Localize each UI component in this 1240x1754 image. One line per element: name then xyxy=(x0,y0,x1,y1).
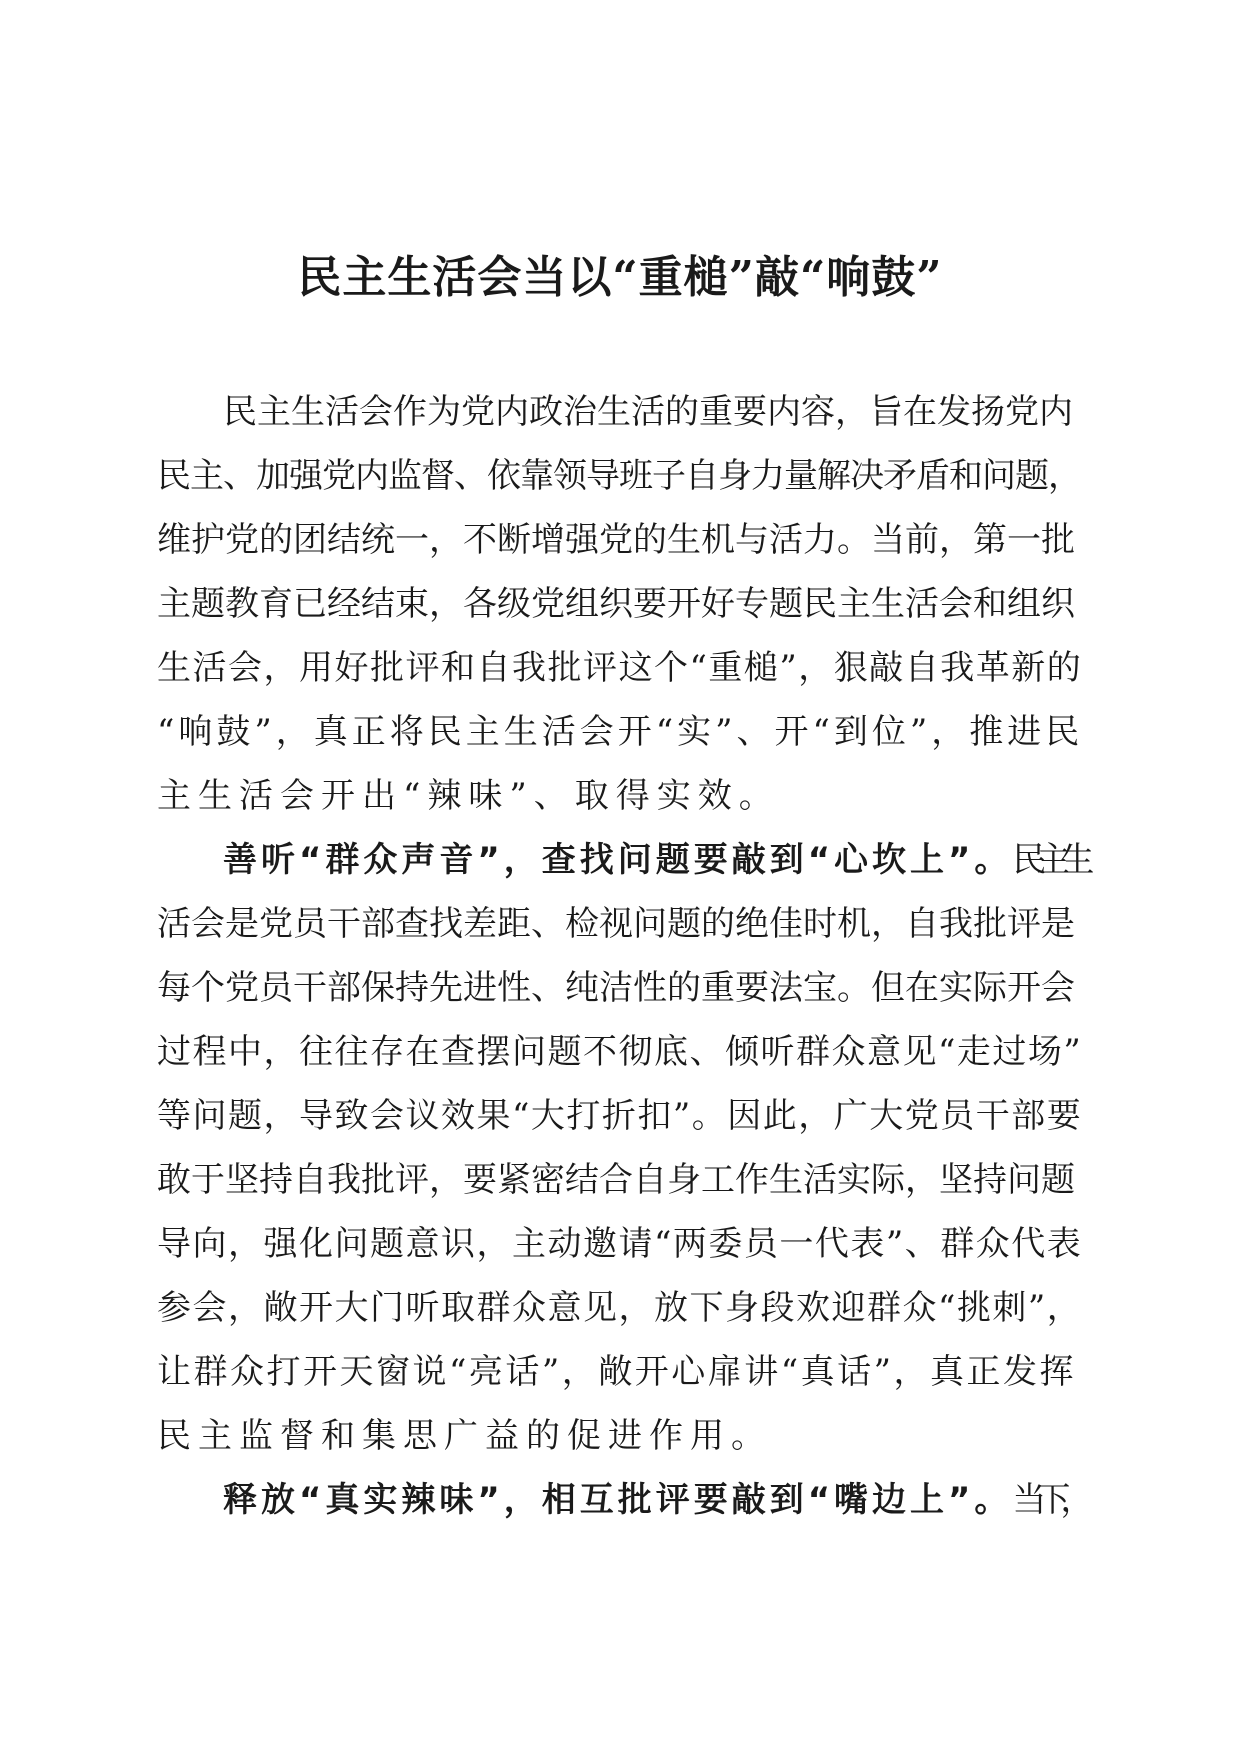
page-title: 民主生活会当以“重槌”敲“响鼓” xyxy=(297,252,943,303)
text-fragment: 当下， xyxy=(1012,1480,1085,1520)
text-line: 导向，强化问题意识，主动邀请“两委员一代表”、群众代表 xyxy=(157,1224,1083,1264)
text-line: 过程中，往往存在查摆问题不彻底、倾听群众意见“走过场” xyxy=(157,1032,1083,1072)
document-body xyxy=(157,380,1085,1532)
paragraph-real-flavor xyxy=(157,1468,1085,1532)
text-line: 生活会，用好批评和自我批评这个“重槌”，狠敲自我革新的 xyxy=(157,648,1083,688)
text-line: 主生活会开出“辣味”、取得实效。 xyxy=(157,776,780,816)
text-line: 让群众打开天窗说“亮话”，敞开心扉讲“真话”，真正发挥 xyxy=(157,1352,1077,1392)
paragraph-heading: 释放“真实辣味”，相互批评要敲到“嘴边上”。 xyxy=(223,1480,1013,1520)
text-line: 民主生活会作为党内政治生活的重要内容，旨在发扬党内 xyxy=(223,392,1073,432)
text-line: 活会是党员干部查找差距、检视问题的绝佳时机，自我批评是 xyxy=(157,904,1075,944)
text-fragment: 民主生 xyxy=(1012,840,1085,880)
text-line: 等问题，导致会议效果“大打折扣”。因此，广大党员干部要 xyxy=(157,1096,1083,1136)
paragraph-listen-to-masses xyxy=(157,828,1085,1468)
text-line: “响鼓”，真正将民主生活会开“实”、开“到位”，推进民 xyxy=(157,712,1084,752)
text-line: 民主监督和集思广益的促进作用。 xyxy=(157,1416,772,1456)
text-line-first xyxy=(157,1468,1085,1532)
paragraph-heading: 善听“群众声音”，查找问题要敲到“心坎上”。 xyxy=(223,840,1013,880)
text-line: 敢于坚持自我批评，要紧密结合自身工作生活实际，坚持问题 xyxy=(157,1160,1075,1200)
text-line: 维护党的团结统一，不断增强党的生机与活力。当前，第一批 xyxy=(157,520,1075,560)
text-line: 民主、加强党内监督、依靠领导班子自身力量解决矛盾和问题， xyxy=(157,456,1081,496)
text-line-first xyxy=(157,828,1085,892)
text-line: 参会，敞开大门听取群众意见，放下身段欢迎群众“挑刺”， xyxy=(157,1288,1083,1328)
paragraph-intro xyxy=(157,380,1085,828)
text-line: 每个党员干部保持先进性、纯洁性的重要法宝。但在实际开会 xyxy=(157,968,1075,1008)
text-line: 主题教育已经结束，各级党组织要开好专题民主生活会和组织 xyxy=(157,584,1075,624)
